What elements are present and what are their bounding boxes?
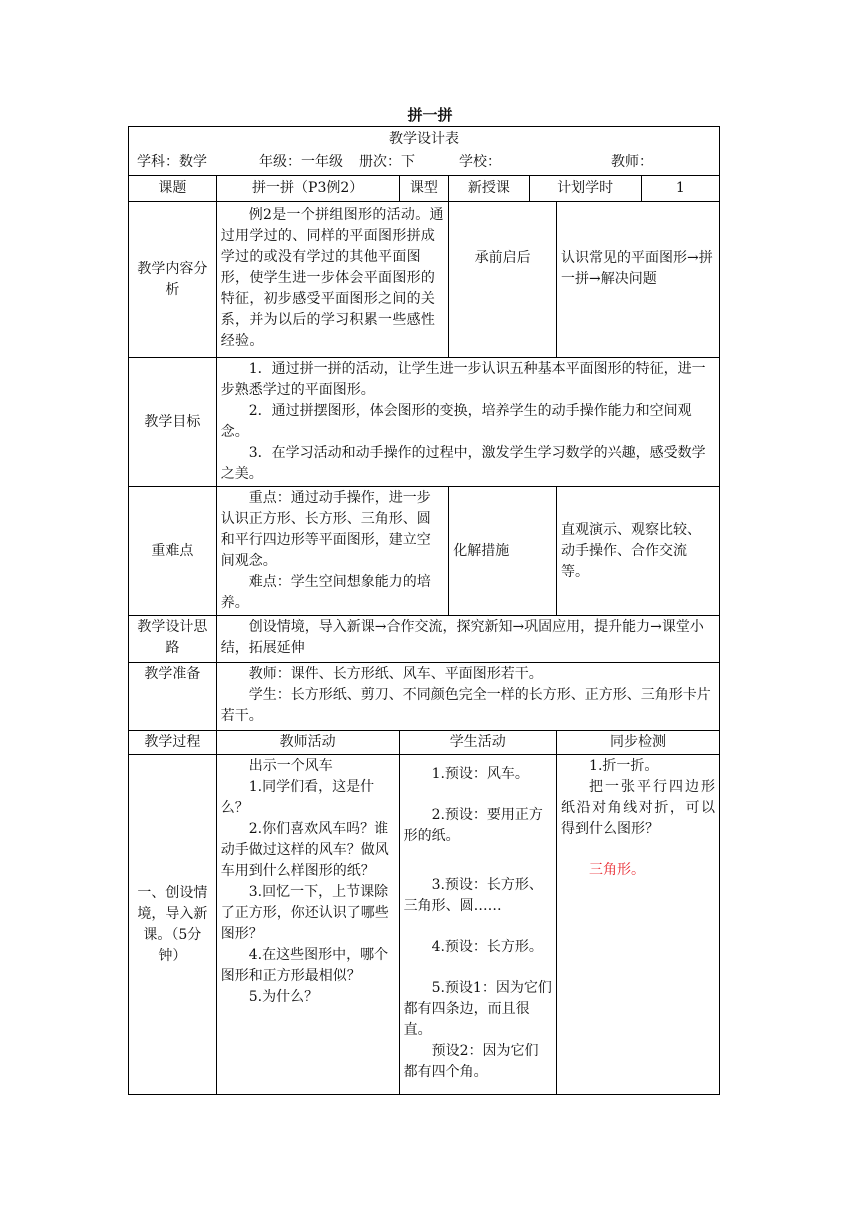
subject-field: 学科：数学 [137,154,207,170]
stage-label: 一、创设情境，导入新课。（5分钟） [129,755,217,1095]
preparation-teacher: 教师：课件、长方形纸、风车、平面图形若干。 [248,666,543,682]
design-idea-label: 教学设计思路 [129,616,217,663]
objective-item: 1．通过拼一拼的活动，让学生进一步认识五种基本平面图形的特征，进一步熟悉学过的平面图形。 [220,361,706,398]
page-title: 拼一拼 [407,106,453,124]
table-title: 教学设计表 [389,131,459,147]
process-header-row [129,731,720,755]
process-label: 教学过程 [129,731,217,755]
objectives-label: 教学目标 [129,358,217,487]
lesson-design-table [128,126,720,1095]
teacher-field: 教师： [611,154,653,170]
teacher-item: 1.同学们看，这是什么？ [220,779,375,816]
hours-value: 1 [641,176,719,202]
connect-label: 承前启后 [449,202,557,358]
col-student-header: 学生活动 [399,731,556,755]
preparation-student: 学生：长方形纸、剪刀、不同颜色完全一样的长方形、正方形、三角形卡片若干。 [220,687,711,724]
objective-item: 3．在学习活动和动手操作的过程中，激发学生学习数学的兴趣，感受数学之美。 [220,445,706,482]
content-analysis-row [129,202,720,358]
key-points-label: 重难点 [129,487,217,616]
teacher-intro: 出示一个风车 [248,758,333,774]
school-field: 学校： [459,154,501,170]
topic-value: 拼一拼（P3例2） [216,176,399,202]
teacher-item: 3.回忆一下，上节课除了正方形，你还认识了哪些图形？ [220,884,389,942]
type-label: 课型 [399,176,449,202]
student-item: 2.预设：要用正方形的纸。 [403,807,543,844]
student-item: 3.预设：长方形、三角形、圆…… [403,877,543,914]
check-answer: 三角形。 [589,862,646,878]
design-idea-row [129,616,720,663]
objectives-row [129,358,720,487]
check-question: 把一张平行四边形纸沿对角线对折，可以得到什么图形？ [561,779,715,837]
student-item: 预设2：因为它们都有四个角。 [403,1043,539,1080]
teacher-item: 5.为什么？ [248,989,319,1005]
teacher-item: 4.在这些图形中，哪个图形和正方形最相似？ [220,947,389,984]
content-analysis-text: 例2是一个拼组图形的活动。通过用学过的、同样的平面图形拼成学过的或没有学过的其他平面图形，使学生进一步体会平面图形的特征，初步感受平面图形之间的关系，并为以后的学习积累一些感性经验。 [220,207,444,349]
process-stage-row [129,755,720,1095]
connect-text: 认识常见的平面图形→拼一拼→解决问题 [557,202,720,358]
type-value: 新授课 [449,176,529,202]
focus-text: 重点：通过动手操作，进一步认识正方形、长方形、三角形、圆和平行四边形等平面图形，建立空间观念。 [220,490,431,569]
preparation-row [129,663,720,731]
student-item: 1.预设：风车。 [431,766,529,782]
grade-field: 年级：一年级 [259,154,343,170]
header-row [129,127,720,151]
preparation-label: 教学准备 [129,663,217,731]
volume-field: 册次：下 [359,154,415,170]
content-analysis-label: 教学内容分析 [129,202,217,358]
col-teacher-header: 教师活动 [216,731,399,755]
objective-item: 2．通过拼摆图形，体会图形的变换，培养学生的动手操作能力和空间观念。 [220,403,692,440]
student-item: 5.预设1：因为它们都有四条边，而且很直。 [403,980,552,1038]
measure-text: 直观演示、观察比较、动手操作、合作交流等。 [557,487,720,616]
hours-label: 计划学时 [529,176,641,202]
col-check-header: 同步检测 [557,731,720,755]
topic-row [129,176,720,202]
student-item: 4.预设：长方形。 [431,939,543,955]
difficulty-text: 难点：学生空间想象能力的培养。 [220,574,431,611]
teacher-item: 2.你们喜欢风车吗？谁动手做过这样的风车？做风车用到什么样图形的纸？ [220,821,389,879]
key-points-row [129,487,720,616]
check-title: 1.折一折。 [589,758,659,774]
design-idea-text: 创设情境，导入新课→合作交流，探究新知→巩固应用，提升能力→课堂小结，拓展延伸 [220,619,704,656]
measure-label: 化解措施 [449,487,557,616]
info-row [129,150,720,176]
topic-label: 课题 [129,176,217,202]
